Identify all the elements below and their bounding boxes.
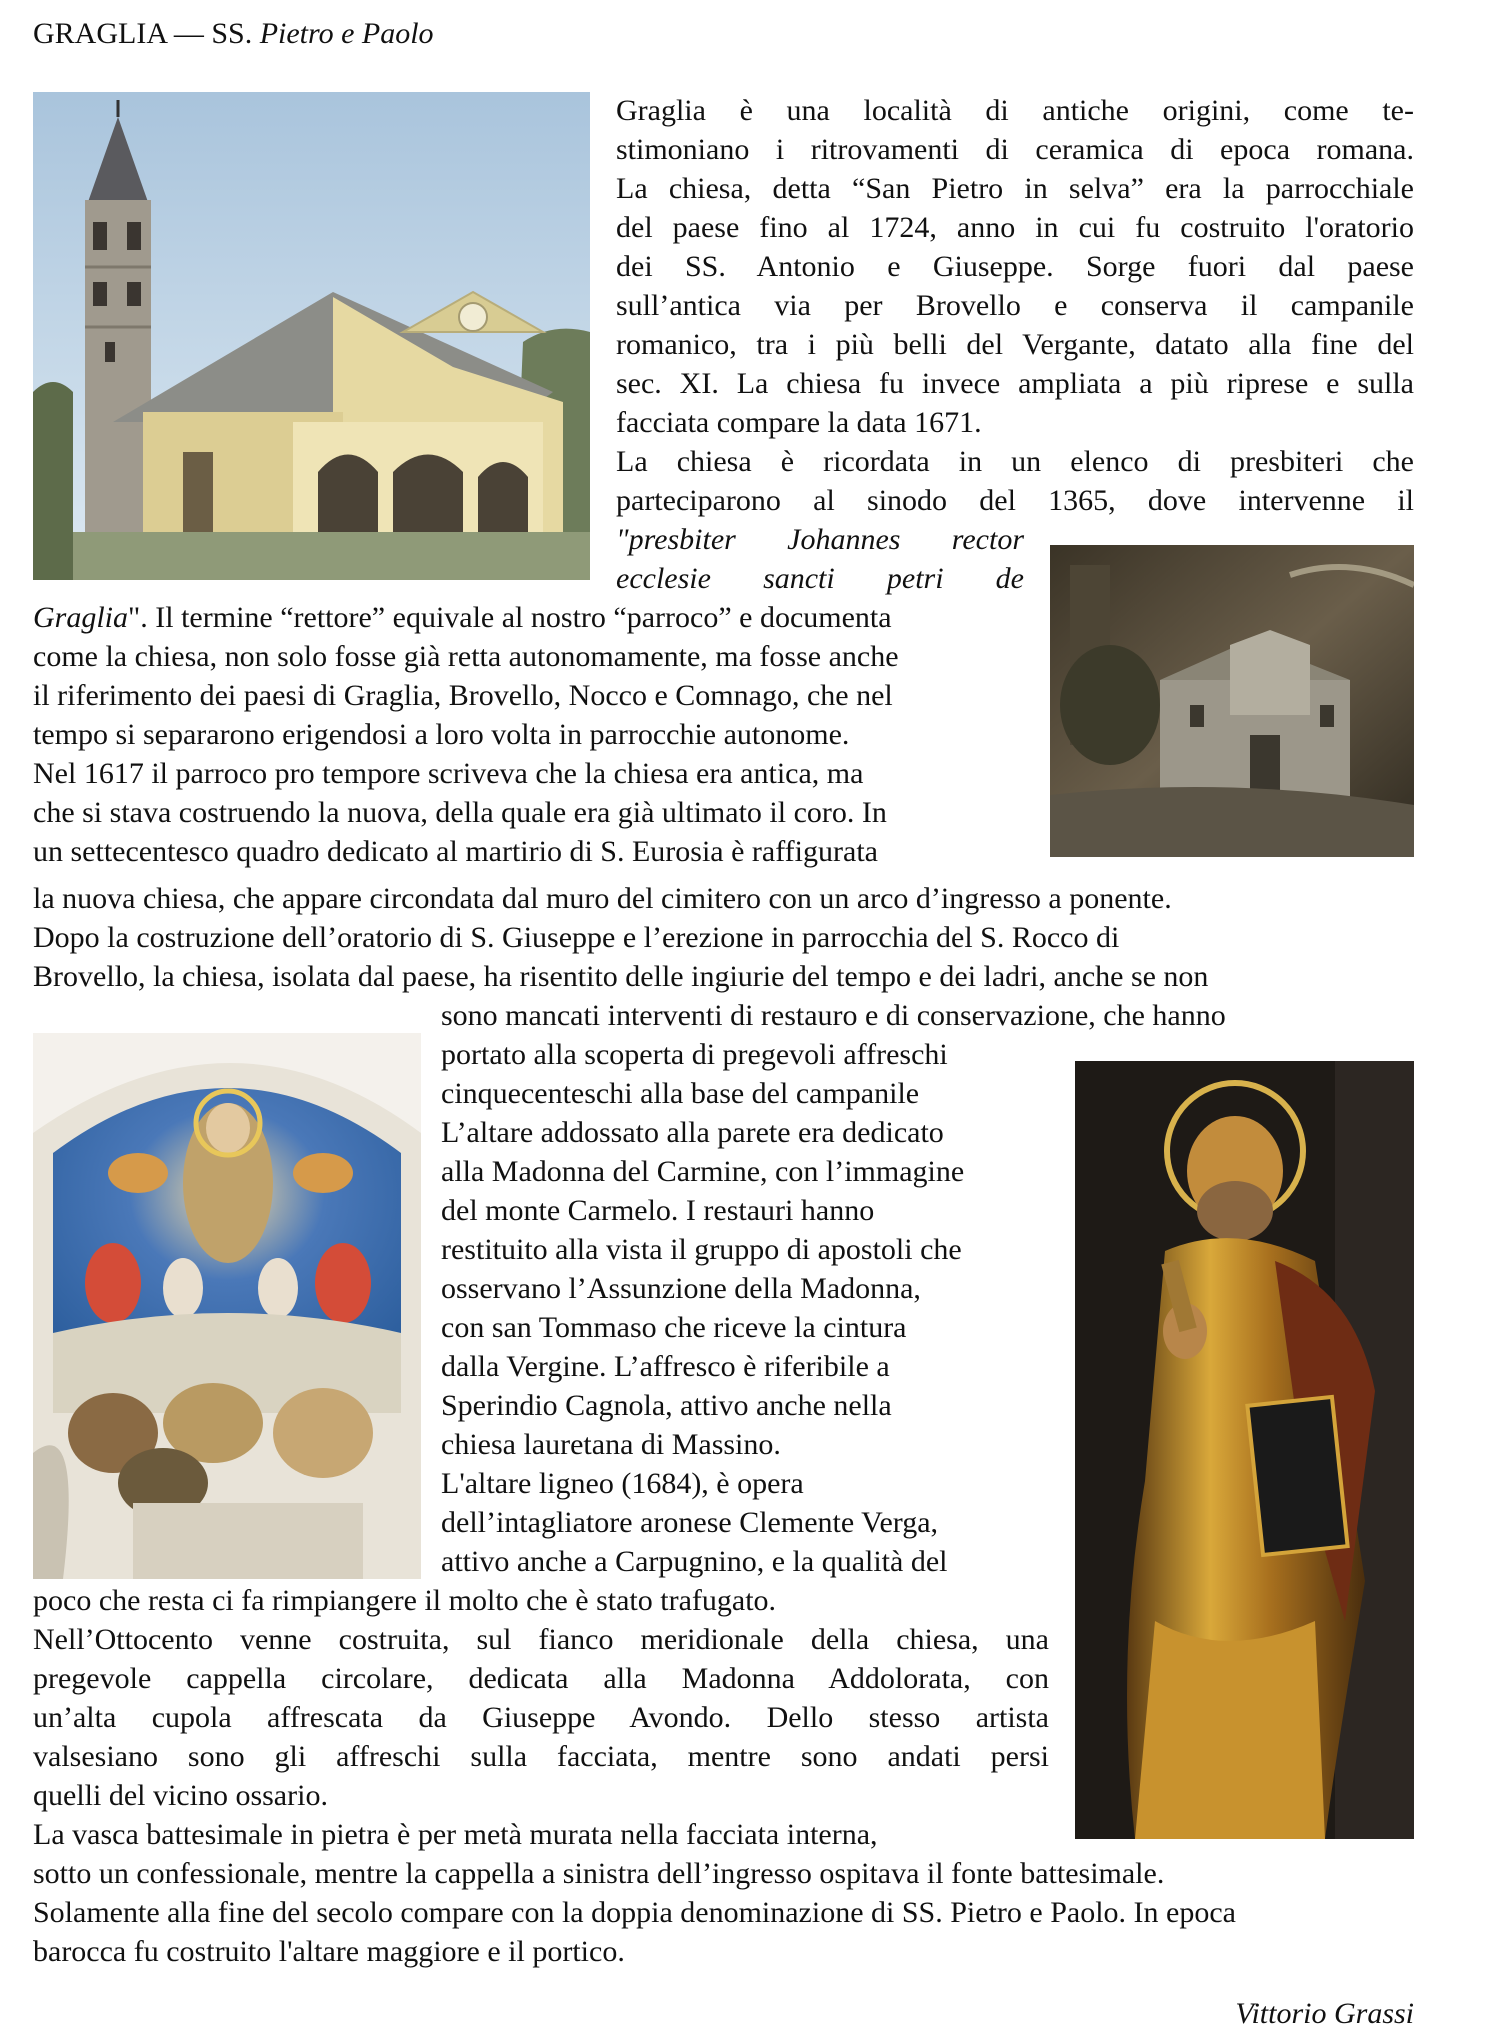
text-line: dell’intagliatore aronese Clemente Verga, xyxy=(441,1506,939,1539)
text-line: la nuova chiesa, che appare circondata dal muro del cimitero con un arco d’ingresso a ponente. xyxy=(33,882,1172,915)
text-line: il riferimento dei paesi di Graglia, Brovello, Nocco e Comnago, che nel xyxy=(33,679,893,712)
text-line: barocca fu costruito l'altare maggiore e il portico. xyxy=(33,1935,625,1968)
text-line: parteciparono al sinodo del 1365, dove intervenne il xyxy=(616,484,1414,517)
text-line: Nell’Ottocento venne costruita, sul fianco meridionale della chiesa, una xyxy=(33,1623,1049,1656)
text-line: del paese fino al 1724, anno in cui fu costruito l'oratorio xyxy=(616,211,1414,244)
text-line: sull’antica via per Brovello e conserva il campanile xyxy=(616,289,1414,322)
author-signature: Vittorio Grassi xyxy=(1235,1997,1414,2030)
text-line: con san Tommaso che riceve la cintura xyxy=(441,1311,907,1344)
text-line: Solamente alla fine del secolo compare con la doppia denominazione di SS. Pietro e Paolo. In epoca xyxy=(33,1896,1236,1929)
text-line: attivo anche a Carpugnino, e la qualità del xyxy=(441,1545,948,1578)
text-line: Brovello, la chiesa, isolata dal paese, ha risentito delle ingiurie del tempo e dei ladri, anche se non xyxy=(33,960,1209,993)
text-line: tempo si separarono erigendosi a loro volta in parrocchie autonome. xyxy=(33,718,850,751)
text-line: ecclesie sancti petri de xyxy=(616,562,1024,595)
text-line: La chiesa è ricordata in un elenco di presbiteri che xyxy=(616,445,1414,478)
text-line: Nel 1617 il parroco pro tempore scriveva che la chiesa era antica, ma xyxy=(33,757,864,790)
title-dedication: Pietro e Paolo xyxy=(259,17,434,50)
text-line: sotto un confessionale, mentre la cappella a sinistra dell’ingresso ospitava il fonte battesimale. xyxy=(33,1857,1165,1890)
text-line: L'altare ligneo (1684), è opera xyxy=(441,1467,804,1500)
text-line: dalla Vergine. L’affresco è riferibile a xyxy=(441,1350,890,1383)
text-line: un settecentesco quadro dedicato al martirio di S. Eurosia è raffigurata xyxy=(33,835,878,868)
text-line: osservano l’Assunzione della Madonna, xyxy=(441,1272,921,1305)
text-line: La vasca battesimale in pietra è per metà murata nella facciata interna, xyxy=(33,1818,878,1851)
text-line: valsesiano sono gli affreschi sulla facciata, mentre sono andati persi xyxy=(33,1740,1049,1773)
painting-detail xyxy=(1050,545,1414,857)
text-line: sono mancati interventi di restauro e di conservazione, che hanno xyxy=(441,999,1226,1032)
text-line: facciata compare la data 1671. xyxy=(616,406,982,439)
text-line: che si stava costruendo la nuova, della quale era già ultimato il coro. In xyxy=(33,796,887,829)
text-line: un’alta cupola affrescata da Giuseppe Avondo. Dello stesso artista xyxy=(33,1701,1049,1734)
text-line: pregevole cappella circolare, dedicata alla Madonna Addolorata, con xyxy=(33,1662,1049,1695)
text-line: Graglia". Il termine “rettore” equivale al nostro “parroco” e documenta xyxy=(33,601,892,634)
text-line: stimoniano i ritrovamenti di ceramica di epoca romana. xyxy=(616,133,1414,166)
text-line: poco che resta ci fa rimpiangere il molto che è stato trafugato. xyxy=(33,1584,777,1617)
church-photo xyxy=(33,92,590,580)
text-line: portato alla scoperta di pregevoli affreschi xyxy=(441,1038,948,1071)
text-line: alla Madonna del Carmine, con l’immagine xyxy=(441,1155,965,1188)
title-place: GRAGLIA — SS. xyxy=(33,17,253,50)
text-line: La chiesa, detta “San Pietro in selva” era la parrocchiale xyxy=(616,172,1414,205)
text-line: Graglia è una località di antiche origini, come te- xyxy=(616,94,1414,127)
text-line: L’altare addossato alla parete era dedicato xyxy=(441,1116,944,1149)
text-line: restituito alla vista il gruppo di apostoli che xyxy=(441,1233,962,1266)
text-line: cinquecenteschi alla base del campanile xyxy=(441,1077,920,1110)
page-title xyxy=(33,14,434,54)
text-line: del monte Carmelo. I restauri hanno xyxy=(441,1194,875,1227)
text-line: quelli del vicino ossario. xyxy=(33,1779,328,1812)
text-line: "presbiter Johannes rector xyxy=(616,523,1024,556)
text-line: Dopo la costruzione dell’oratorio di S. Giuseppe e l’erezione in parrocchia del S. Rocco di xyxy=(33,921,1120,954)
text-line: Sperindio Cagnola, attivo anche nella xyxy=(441,1389,892,1422)
text-line: come la chiesa, non solo fosse già retta autonomamente, ma fosse anche xyxy=(33,640,899,673)
text-line: dei SS. Antonio e Giuseppe. Sorge fuori dal paese xyxy=(616,250,1414,283)
text-line: sec. XI. La chiesa fu invece ampliata a più riprese e sulla xyxy=(616,367,1414,400)
text-line: romanico, tra i più belli del Vergante, datato alla fine del xyxy=(616,328,1414,361)
statue-saint-peter xyxy=(1075,1061,1414,1839)
fresco-assumption xyxy=(33,1033,421,1579)
text-line: chiesa lauretana di Massino. xyxy=(441,1428,781,1461)
